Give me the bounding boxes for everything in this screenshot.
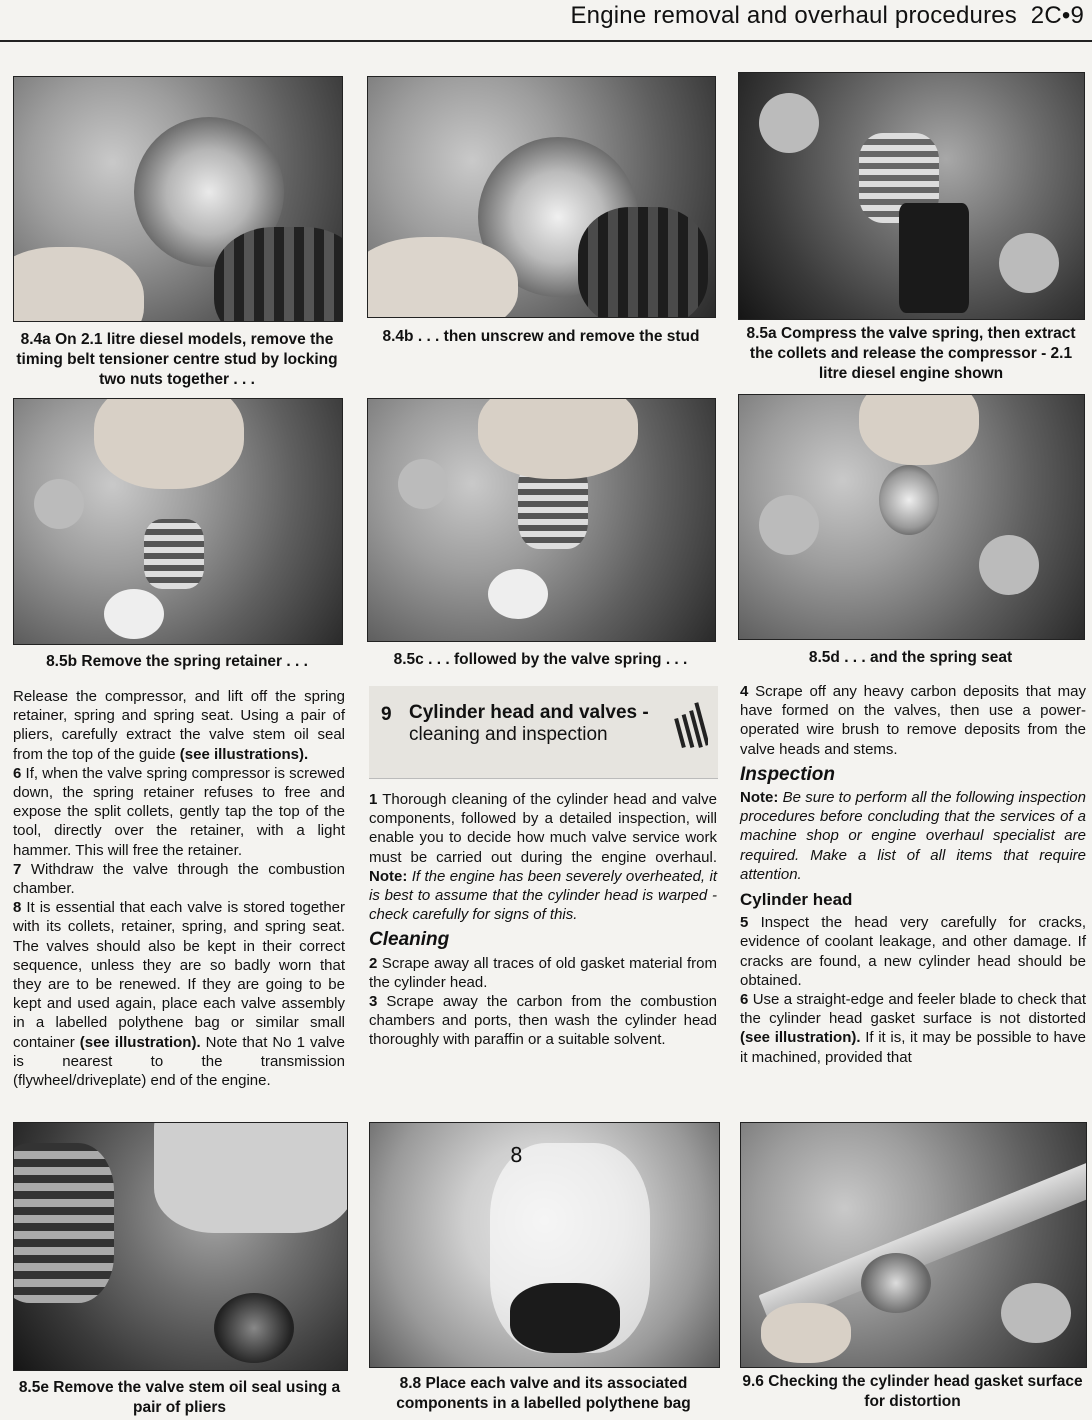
caption-8-8 (369, 1374, 718, 1414)
photo-8-5a (738, 72, 1085, 320)
caption-number: 8.5b (46, 653, 78, 670)
caption-number: 8.4b (382, 328, 414, 345)
caption-8-5d (738, 648, 1083, 668)
paragraph-5: 5 Inspect the head very carefully for cracks, evidence of coolant leakage, and other damage. If cracks are found, a new cylinder head should be obtained. (740, 914, 1087, 989)
section-title (409, 702, 649, 746)
paragraph: Release the compressor, and lift off the spring retainer, spring and spring seat. Using a pair of pliers, carefully extract the valve stem oil seal from the top of the guide (see illustrations). (13, 688, 345, 763)
cleaning-heading: Cleaning (369, 929, 450, 951)
caption-text: . . . and the spring seat (844, 649, 1013, 666)
caption-number: 9.6 (742, 1373, 764, 1390)
caption-text: Place each valve and its associated components in a labelled polythene bag (396, 1375, 691, 1412)
caption-number: 8.5a (746, 325, 777, 342)
caption-8-5a (736, 324, 1086, 384)
section-title-sub: cleaning and inspection (409, 724, 608, 745)
text-column-2 (369, 790, 717, 1050)
caption-8-5c (367, 650, 714, 670)
paragraph-8: 8 It is essential that each valve is stored together with its collets, retainer, spring, and spring seat. The valves should also be kept in their correct sequence, unless they are so badly worn that they are to be renewed. If they are going to be kept and used again, place each valve assembly in a labelled polythene bag or similar small container (see illustration). Note that No 1 valve is nearest to the transmission (flywheel/driveplate) end of the engine. (13, 899, 346, 1090)
caption-8-5e (13, 1378, 346, 1418)
photo-9-6 (740, 1122, 1087, 1368)
photo-8-4b (367, 76, 716, 318)
inspection-note: Note: Be sure to perform all the following inspection procedures before concluding that the services of a machine shop or engine overhaul specialist are required. Make a list of all items that require attention. (740, 789, 1086, 883)
cylinder-head-heading: Cylinder head (740, 890, 853, 910)
paragraph-2: 2 Scrape away all traces of old gasket material from the cylinder head. (369, 954, 717, 991)
header-title-text: Engine removal and overhaul procedures (570, 2, 1018, 29)
section-number: 9 (381, 704, 392, 725)
page-header (0, 0, 1092, 44)
caption-number: 8.5e (18, 1379, 49, 1396)
inspection-heading: Inspection (740, 763, 836, 785)
caption-text: . . . then unscrew and remove the stud (417, 328, 700, 345)
photo-8-5c (367, 398, 716, 642)
photo-8-8 (369, 1122, 720, 1368)
caption-text: Compress the valve spring, then extract the collets and release the compressor - 2.1 litre diesel engine shown (749, 325, 1076, 382)
paragraph-7: 7 Withdraw the valve through the combustion chamber. (13, 860, 346, 898)
caption-8-4a (10, 330, 344, 390)
photo-8-5b (13, 398, 343, 645)
paragraph-6: 6 Use a straight-edge and feeler blade to check that the cylinder head gasket surface is not distorted (see illustration). If it is, it may be possible to have it machined, provided that (740, 991, 1087, 1066)
bag-label: 8 (510, 1143, 523, 1167)
caption-number: 8.8 (399, 1375, 422, 1392)
page-title (570, 2, 1084, 30)
photo-8-5e (13, 1122, 348, 1371)
paragraph-4: 4 Scrape off any heavy carbon deposits that may have formed on the valves, then use a power-operated wire brush to remove deposits from the valve heads and stems. (740, 683, 1086, 758)
page-reference: 2C•9 (1030, 2, 1084, 29)
caption-number: 8.5d (808, 649, 840, 666)
paragraph-1: 1 Thorough cleaning of the cylinder head and valve components, followed by a detailed inspection, will enable you to decide how much valve service work must be carried out during the engine overhaul. Note: If the engine has been severely overheated, it is best to assume that the cylinder head is warped - check carefully for signs of this. (369, 791, 717, 924)
section-title-main: Cylinder head and valves - (409, 702, 649, 723)
caption-8-4b (370, 327, 712, 347)
paragraph-6: 6 If, when the valve spring compressor is screwed down, the spring retainer refuses to free and expose the split collets, gently tap the top of the tool, directly over the retainer, with a light hammer. This will free the retainer. (13, 764, 345, 859)
text-column-1 (13, 687, 345, 1090)
caption-9-6 (740, 1372, 1085, 1412)
photo-8-5d (738, 394, 1085, 640)
photo-8-4a (13, 76, 343, 322)
caption-number: 8.5c (393, 651, 424, 668)
caption-8-5b (13, 652, 341, 672)
difficulty-spanner-icon (672, 696, 708, 752)
caption-text: Remove the spring retainer . . . (81, 653, 308, 670)
caption-text: . . . followed by the valve spring . . . (428, 651, 688, 668)
paragraph-3: 3 Scrape away the carbon from the combustion chambers and ports, then wash the cylinder head thoroughly with paraffin or a suitable solvent. (369, 993, 718, 1049)
caption-text: Checking the cylinder head gasket surface for distortion (768, 1373, 1083, 1410)
caption-text: On 2.1 litre diesel models, remove the timing belt tensioner centre stud by locking two nuts together . . . (16, 331, 338, 388)
header-rule (0, 40, 1092, 42)
section-heading-box (369, 686, 718, 779)
caption-text: Remove the valve stem oil seal using a pair of pliers (53, 1379, 341, 1416)
text-column-3 (740, 682, 1086, 1067)
caption-number: 8.4a (20, 331, 51, 348)
